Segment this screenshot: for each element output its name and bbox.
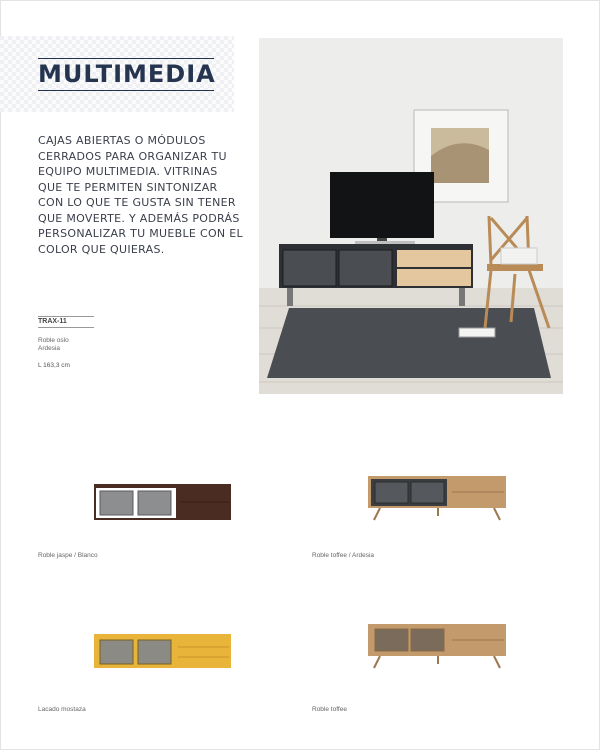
rug: [267, 308, 551, 378]
caption-lacado-mostaza: Lacado mostaza: [38, 706, 86, 713]
caption-roble-jaspe-blanco: Roble jaspe / Blanco: [38, 552, 98, 559]
model-finish-1: Roble oslo: [38, 337, 69, 344]
books-on-chair: [501, 248, 537, 264]
intro-paragraph: CAJAS ABIERTAS O MÓDULOS CERRADOS PARA ORGANIZAR TU EQUIPO MULTIMEDIA. VITRINAS QUE TE PERMITEN SINTONIZAR CON LO QUE TE GUSTA SIN TENER QUE MOVERTE. Y ADEMÁS PODRÁS PERSONALIZAR TU MUEBLE CON EL COLOR QUE QUIERAS.: [38, 134, 243, 256]
title-rule-top: [38, 58, 214, 59]
product-roble-jaspe-blanco[interactable]: [94, 484, 232, 522]
model-rule-top: [38, 316, 94, 317]
caption-roble-toffee: Roble toffee: [312, 706, 347, 713]
tv-screen: [330, 172, 434, 238]
product-roble-toffee[interactable]: [368, 624, 508, 670]
model-rule-bottom: [38, 327, 94, 328]
caption-roble-toffee-ardesia: Roble toffee / Ardesia: [312, 552, 375, 559]
title-rule-bottom: [38, 90, 214, 91]
page-title: MULTIMEDIA: [38, 60, 216, 88]
model-code: TRAX-11: [38, 318, 67, 325]
room-photo: [259, 38, 563, 394]
model-finish-2: Ardesia: [38, 345, 61, 352]
model-dimensions: L 163,3 cm: [38, 362, 70, 369]
product-lacado-mostaza[interactable]: [94, 634, 232, 672]
product-roble-toffee-ardesia[interactable]: [368, 476, 508, 522]
books-on-rug: [459, 328, 495, 337]
